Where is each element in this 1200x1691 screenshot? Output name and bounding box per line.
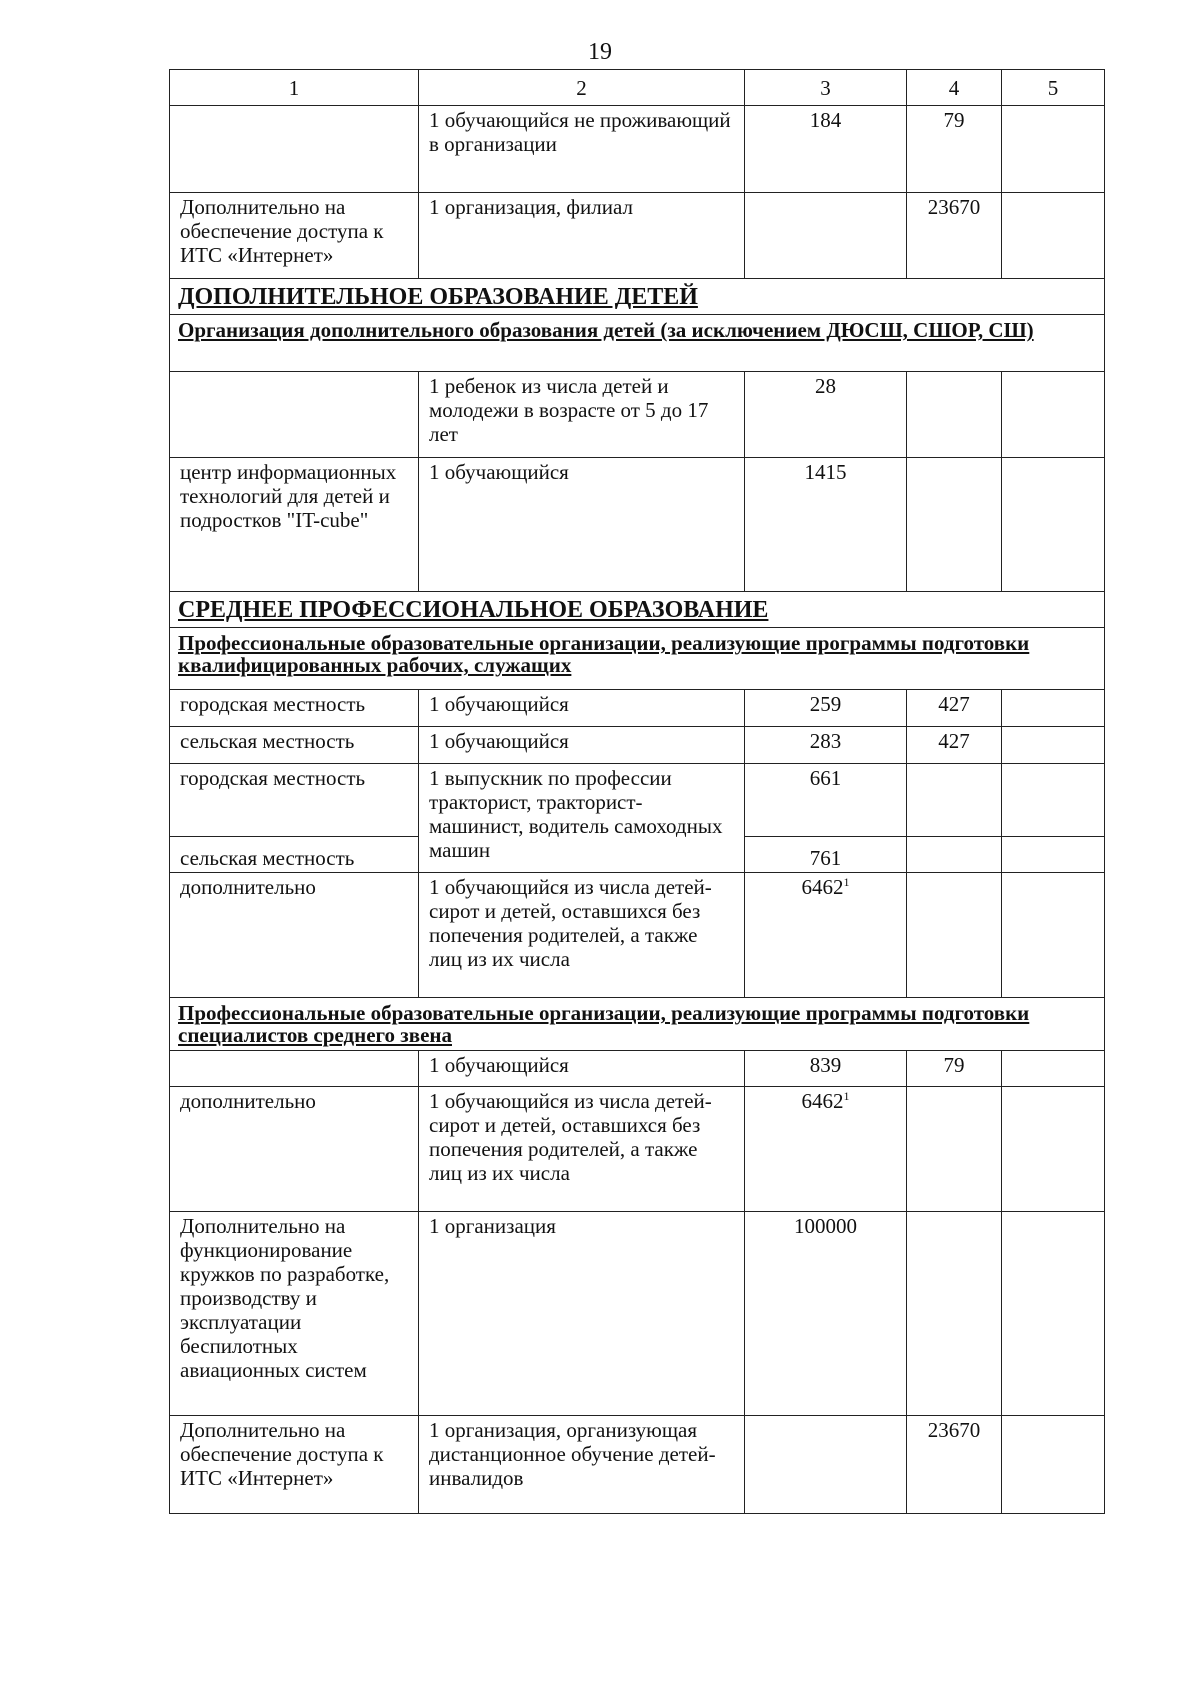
tariff-table bbox=[169, 69, 1105, 1514]
value-cell bbox=[907, 837, 1002, 873]
table-row bbox=[170, 106, 1105, 193]
footnote-marker: 1 bbox=[843, 875, 850, 889]
section-heading: СРЕДНЕЕ ПРОФЕССИОНАЛЬНОЕ ОБРАЗОВАНИЕ bbox=[170, 592, 1105, 628]
unit-cell: 1 организация, филиал bbox=[419, 193, 745, 279]
section-row bbox=[170, 279, 1105, 315]
table-row bbox=[170, 458, 1105, 592]
subsection-heading bbox=[170, 628, 1105, 690]
column-header: 4 bbox=[907, 70, 1002, 106]
empty-cell bbox=[1002, 1087, 1105, 1212]
table-row bbox=[170, 1416, 1105, 1514]
category-cell: городская местность bbox=[170, 764, 419, 837]
value-cell bbox=[745, 193, 907, 279]
empty-cell bbox=[1002, 764, 1105, 837]
empty-cell bbox=[1002, 458, 1105, 592]
value-text: 6462 bbox=[801, 875, 844, 899]
category-cell: сельская местность bbox=[170, 727, 419, 764]
empty-cell bbox=[1002, 690, 1105, 727]
value-cell bbox=[907, 372, 1002, 458]
value-cell: 259 bbox=[745, 690, 907, 727]
value-cell: 427 bbox=[907, 690, 1002, 727]
value-cell: 1415 bbox=[745, 458, 907, 592]
empty-cell bbox=[1002, 727, 1105, 764]
value-cell: 100000 bbox=[745, 1212, 907, 1416]
category-cell bbox=[170, 106, 419, 193]
value-cell: 23670 bbox=[907, 193, 1002, 279]
category-cell: Дополнительно на обеспечение доступа к ИТС «Интернет» bbox=[170, 1416, 419, 1514]
category-cell: сельская местность bbox=[170, 837, 419, 873]
category-cell bbox=[170, 1051, 419, 1087]
column-header: 1 bbox=[170, 70, 419, 106]
table-row bbox=[170, 690, 1105, 727]
subsection-heading-text: Профессиональные образовательные организации, реализующие программы подготовки специалистов среднего звена bbox=[178, 1001, 1030, 1047]
table-row bbox=[170, 764, 1105, 837]
value-cell: 839 bbox=[745, 1051, 907, 1087]
empty-cell bbox=[1002, 1416, 1105, 1514]
value-cell: 427 bbox=[907, 727, 1002, 764]
table-header-row bbox=[170, 70, 1105, 106]
value-cell bbox=[907, 1212, 1002, 1416]
table-row bbox=[170, 193, 1105, 279]
column-header: 2 bbox=[419, 70, 745, 106]
category-cell: Дополнительно на функционирование кружков по разработке, производству и эксплуатации беспилотных авиационных систем bbox=[170, 1212, 419, 1416]
unit-cell: 1 обучающийся не проживающий в организации bbox=[419, 106, 745, 193]
value-cell: 28 bbox=[745, 372, 907, 458]
value-cell bbox=[907, 873, 1002, 998]
value-cell: 184 bbox=[745, 106, 907, 193]
column-header: 3 bbox=[745, 70, 907, 106]
empty-cell bbox=[1002, 837, 1105, 873]
value-cell: 79 bbox=[907, 1051, 1002, 1087]
value-cell: 283 bbox=[745, 727, 907, 764]
unit-cell: 1 обучающийся bbox=[419, 1051, 745, 1087]
category-cell: центр информационных технологий для детей и подростков "IT-cube" bbox=[170, 458, 419, 592]
table-row bbox=[170, 1212, 1105, 1416]
subsection-row bbox=[170, 315, 1105, 372]
value-cell bbox=[907, 1087, 1002, 1212]
value-cell bbox=[745, 1416, 907, 1514]
value-cell: 79 bbox=[907, 106, 1002, 193]
unit-cell: 1 обучающийся из числа детей-сирот и детей, оставшихся без попечения родителей, а также лиц из их числа bbox=[419, 873, 745, 998]
unit-cell: 1 организация bbox=[419, 1212, 745, 1416]
subsection-heading-text: Профессиональные образовательные организации, реализующие программы подготовки квалифицированных рабочих, служащих bbox=[178, 631, 1030, 677]
value-text: 6462 bbox=[801, 1089, 844, 1113]
category-cell: дополнительно bbox=[170, 873, 419, 998]
category-cell: дополнительно bbox=[170, 1087, 419, 1212]
footnote-marker: 1 bbox=[843, 1089, 850, 1103]
unit-cell: 1 обучающийся bbox=[419, 458, 745, 592]
table-row bbox=[170, 873, 1105, 998]
value-cell bbox=[907, 458, 1002, 592]
subsection-heading-text: Организация дополнительного образования детей (за исключением ДЮСШ, СШОР, СШ) bbox=[178, 318, 1034, 342]
empty-cell bbox=[1002, 106, 1105, 193]
unit-cell: 1 обучающийся bbox=[419, 727, 745, 764]
table-row bbox=[170, 727, 1105, 764]
table-row bbox=[170, 1051, 1105, 1087]
unit-cell: 1 ребенок из числа детей и молодежи в возрасте от 5 до 17 лет bbox=[419, 372, 745, 458]
value-cell bbox=[745, 873, 907, 998]
value-cell bbox=[907, 764, 1002, 837]
page-number: 19 bbox=[588, 39, 612, 65]
empty-cell bbox=[1002, 1212, 1105, 1416]
unit-cell: 1 обучающийся из числа детей-сирот и детей, оставшихся без попечения родителей, а также лиц из их числа bbox=[419, 1087, 745, 1212]
subsection-heading bbox=[170, 315, 1105, 372]
subsection-row bbox=[170, 998, 1105, 1051]
category-cell: Дополнительно на обеспечение доступа к ИТС «Интернет» bbox=[170, 193, 419, 279]
empty-cell bbox=[1002, 1051, 1105, 1087]
unit-cell: 1 выпускник по профессии тракторист, тракторист-машинист, водитель самоходных машин bbox=[419, 764, 745, 873]
empty-cell bbox=[1002, 372, 1105, 458]
value-cell bbox=[745, 1087, 907, 1212]
unit-cell: 1 организация, организующая дистанционное обучение детей-инвалидов bbox=[419, 1416, 745, 1514]
category-cell: городская местность bbox=[170, 690, 419, 727]
value-cell: 761 bbox=[745, 837, 907, 873]
section-heading: ДОПОЛНИТЕЛЬНОЕ ОБРАЗОВАНИЕ ДЕТЕЙ bbox=[170, 279, 1105, 315]
empty-cell bbox=[1002, 873, 1105, 998]
section-row bbox=[170, 592, 1105, 628]
column-header: 5 bbox=[1002, 70, 1105, 106]
value-cell: 23670 bbox=[907, 1416, 1002, 1514]
empty-cell bbox=[1002, 193, 1105, 279]
table-row bbox=[170, 1087, 1105, 1212]
category-cell bbox=[170, 372, 419, 458]
table-row bbox=[170, 372, 1105, 458]
unit-cell: 1 обучающийся bbox=[419, 690, 745, 727]
subsection-heading bbox=[170, 998, 1105, 1051]
value-cell: 661 bbox=[745, 764, 907, 837]
subsection-row bbox=[170, 628, 1105, 690]
